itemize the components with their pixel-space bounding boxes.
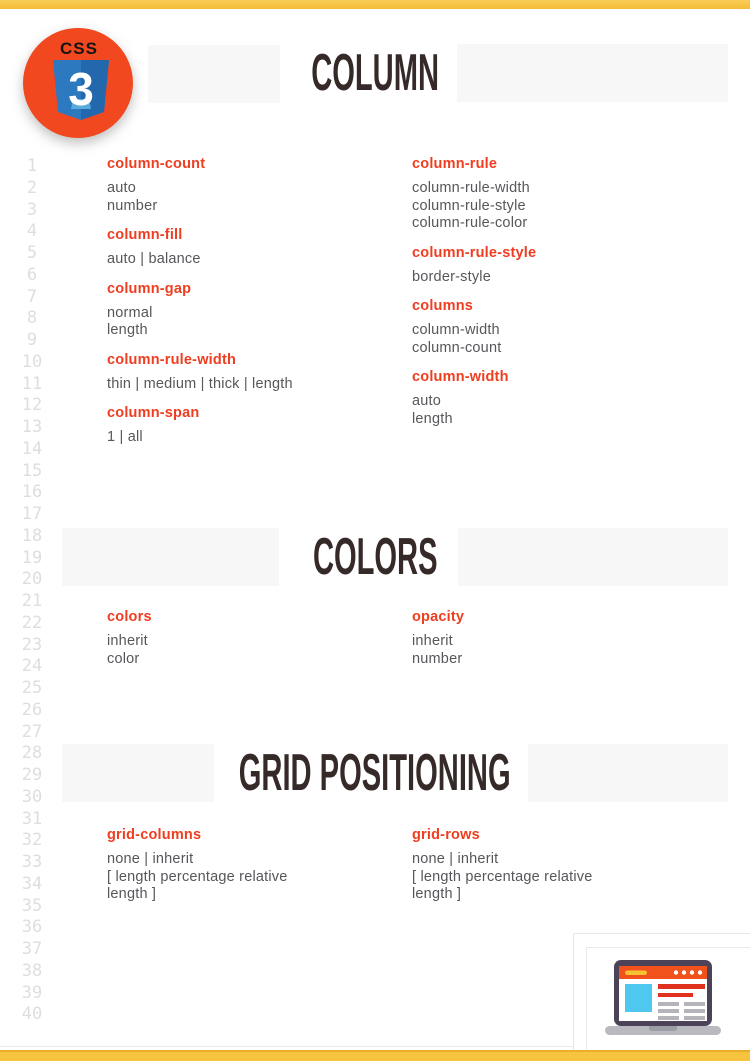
property-group <box>412 608 732 668</box>
line-number: 1 <box>26 156 38 176</box>
property-value: length <box>107 322 148 338</box>
line-number: 12 <box>21 395 43 416</box>
property-value: column-width <box>412 322 500 338</box>
line-number: 17 <box>21 504 43 524</box>
logo-css-text: CSS <box>60 39 98 58</box>
property-value: border-style <box>412 268 491 285</box>
property-group <box>107 351 402 394</box>
line-number: 16 <box>21 482 43 503</box>
property-group <box>107 608 402 668</box>
line-number: 34 <box>21 873 43 894</box>
property-values <box>107 633 402 668</box>
line-number: 25 <box>21 678 43 698</box>
property-value: normal <box>107 304 153 321</box>
property-value: inherit <box>412 633 453 649</box>
css3-logo <box>22 27 134 139</box>
property-values <box>412 633 732 668</box>
line-number: 11 <box>21 373 43 394</box>
property-values <box>412 269 732 287</box>
property-group <box>412 155 732 233</box>
property-name: column-span <box>107 405 200 421</box>
line-number: 35 <box>21 895 43 916</box>
line-number: 15 <box>21 460 43 481</box>
line-number: 39 <box>21 982 43 1003</box>
property-value: thin | medium | thick | length <box>107 375 293 392</box>
line-number: 38 <box>21 960 43 981</box>
line-number-gutter <box>14 156 50 1026</box>
line-number: 5 <box>26 243 38 263</box>
section-title-column-text: COLUMN <box>311 44 439 102</box>
property-values <box>107 305 402 340</box>
property-value: 1 | all <box>107 429 143 445</box>
property-name: colors <box>107 609 152 625</box>
line-number: 18 <box>21 525 43 546</box>
line-number: 27 <box>21 721 43 742</box>
property-value: auto | balance <box>107 251 201 267</box>
property-name: column-count <box>107 156 206 172</box>
property-values <box>107 429 402 447</box>
grid-section-left-column <box>107 826 407 915</box>
property-value: number <box>107 197 158 214</box>
laptop-icon <box>603 956 723 1043</box>
line-number: 30 <box>21 786 43 807</box>
property-group <box>107 404 402 447</box>
laptop-illustration <box>603 956 723 1038</box>
page-bottom-edge <box>0 1046 573 1047</box>
line-number: 10 <box>21 351 43 372</box>
property-value: length ] <box>412 886 462 902</box>
property-values <box>107 376 402 394</box>
property-group <box>412 297 732 357</box>
line-number: 23 <box>21 634 43 655</box>
column-section-right-column <box>412 155 732 439</box>
line-number: 6 <box>26 264 38 285</box>
property-name: opacity <box>412 609 465 625</box>
property-value: [ length percentage relative <box>412 868 593 885</box>
line-number: 24 <box>21 656 43 677</box>
property-value: auto <box>412 393 442 409</box>
line-number: 13 <box>21 417 43 437</box>
line-number: 8 <box>26 308 38 329</box>
section-title-colors-text: COLORS <box>312 528 438 586</box>
property-name: grid-rows <box>412 827 480 843</box>
property-value: number <box>412 650 463 667</box>
property-name: column-width <box>412 369 509 385</box>
section-title-colors <box>0 525 750 586</box>
property-values <box>107 251 402 269</box>
property-group <box>107 155 402 215</box>
property-name: column-rule-style <box>412 244 537 261</box>
property-values <box>412 851 732 904</box>
css3-logo-icon <box>22 27 134 139</box>
line-number: 9 <box>26 330 38 350</box>
property-group <box>412 244 732 287</box>
property-value: column-count <box>412 339 502 356</box>
line-number: 20 <box>21 569 43 590</box>
line-number: 2 <box>26 177 38 198</box>
line-number: 4 <box>26 221 38 242</box>
property-name: column-gap <box>107 280 192 297</box>
property-name: column-rule <box>412 156 498 172</box>
property-name: grid-columns <box>107 827 202 843</box>
property-group <box>107 226 402 269</box>
property-values <box>107 851 407 904</box>
property-values <box>412 393 732 428</box>
property-name: column-rule-width <box>107 351 237 368</box>
property-value: length ] <box>107 886 157 902</box>
property-group <box>412 368 732 428</box>
line-number: 32 <box>21 830 43 851</box>
line-number: 28 <box>21 743 43 764</box>
property-value: column-rule-style <box>412 197 526 214</box>
section-title-grid-positioning-text: GRID POSITIONING <box>239 744 511 802</box>
logo-3-text: 3 <box>68 63 94 115</box>
property-value: none | inherit <box>107 851 194 867</box>
property-group <box>107 826 407 904</box>
top-yellow-bar <box>0 0 750 9</box>
property-value: inherit <box>107 633 148 649</box>
line-number: 40 <box>21 1004 43 1025</box>
property-name: columns <box>412 298 474 314</box>
property-group <box>412 826 732 904</box>
line-number: 21 <box>21 591 43 611</box>
property-value: color <box>107 650 140 667</box>
line-number: 29 <box>21 765 43 785</box>
line-number: 31 <box>21 808 43 829</box>
line-number: 3 <box>26 199 38 220</box>
column-section-left-column <box>107 155 402 458</box>
line-number: 19 <box>21 547 43 568</box>
colors-section-right-column <box>412 608 732 679</box>
section-title-grid-positioning <box>0 744 750 802</box>
line-number: 7 <box>26 286 38 307</box>
property-name: column-fill <box>107 227 183 243</box>
property-value: none | inherit <box>412 851 499 867</box>
line-number: 14 <box>21 438 43 459</box>
property-values <box>412 180 732 233</box>
property-value: length <box>412 410 453 427</box>
line-number: 36 <box>21 917 43 938</box>
property-values <box>412 322 732 357</box>
line-number: 33 <box>21 852 43 872</box>
line-number: 37 <box>21 939 43 959</box>
colors-section-left-column <box>107 608 402 679</box>
property-value: column-rule-color <box>412 215 528 231</box>
property-group <box>107 280 402 340</box>
grid-section-right-column <box>412 826 732 915</box>
property-value: column-rule-width <box>412 180 530 196</box>
property-values <box>107 180 402 215</box>
property-value: [ length percentage relative <box>107 868 288 885</box>
line-number: 22 <box>21 612 43 633</box>
property-value: auto <box>107 180 137 196</box>
line-number: 26 <box>21 699 43 720</box>
bottom-yellow-bar <box>0 1050 750 1061</box>
